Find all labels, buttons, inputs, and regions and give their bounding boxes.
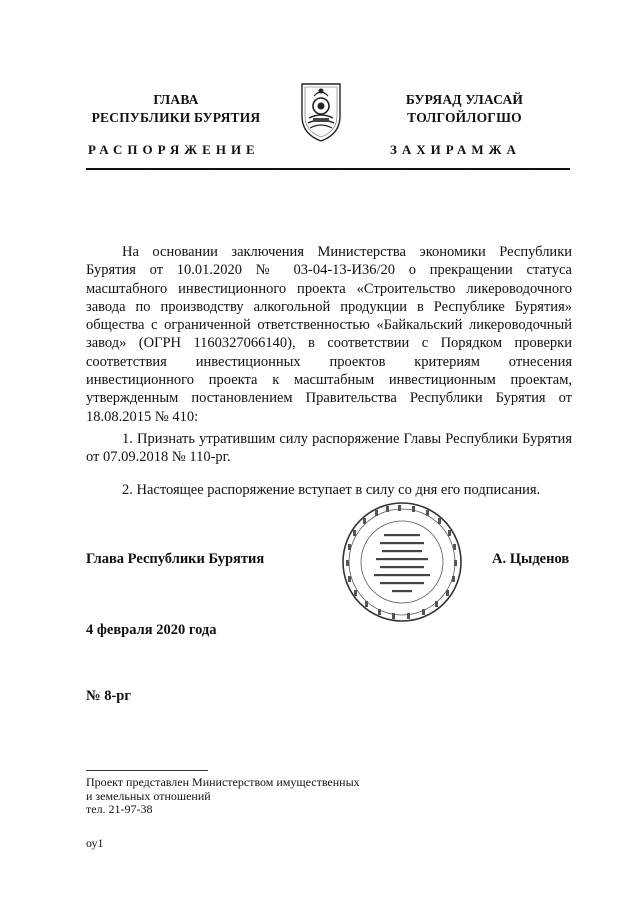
order-item-1: 1. Признать утратившим силу распоряжение Главы Республики Бурятия от 07.09.2018 № 110-рг. bbox=[86, 431, 572, 466]
order-item-2: 2. Настоящее распоряжение вступает в силу со дня его подписания. bbox=[122, 482, 541, 498]
header-left-line2: РЕСПУБЛИКИ БУРЯТИЯ bbox=[91, 110, 261, 125]
document-date: 4 февраля 2020 года bbox=[86, 622, 217, 638]
footer-note bbox=[86, 776, 360, 817]
footer-line-2: и земельных отношений bbox=[86, 788, 211, 803]
document-type-bua: ЗАХИРАМЖА bbox=[390, 142, 521, 157]
preamble-paragraph: На основании заключения Министерства экономики Республики Бурятия от 10.01.2020 № 03-04-13-И36/20 о прекращении статуса масштабного инвестиционного проекта «Строительство ликероводочного завода по производству алкогольной продукции в Республике Бурятия» общества с ограниченной ответственностью «Байкальский ликероводочный завод» (ОГРН 1160327066140), в соответствии с Порядком проверки соответствия инвестиционных проектов критериям отнесения инвестиционного проекта к масштабным инвестиционным проектам, утвержденным постановлением Правительства Республики Бурятия от 18.08.2015 № 410: bbox=[86, 244, 572, 425]
document-type-ru: РАСПОРЯЖЕНИЕ bbox=[88, 142, 260, 157]
signatory-name: А. Цыденов bbox=[492, 551, 570, 567]
footer-phone: тел. 21-97-38 bbox=[86, 802, 153, 816]
document-code: оу1 bbox=[86, 836, 104, 850]
footer-line-1: Проект представлен Министерством имущественных bbox=[86, 775, 360, 789]
official-seal-icon bbox=[340, 500, 464, 624]
header-left bbox=[86, 91, 266, 127]
document-number: № 8-рг bbox=[86, 688, 131, 704]
header-dotted-line bbox=[86, 174, 570, 175]
header-right-line2: ТОЛГОЙЛОГШО bbox=[407, 110, 522, 125]
header-right-line1: БУРЯАД УЛАСАЙ bbox=[405, 92, 524, 107]
header-right bbox=[372, 91, 557, 127]
footer-divider bbox=[86, 770, 208, 771]
signatory-title: Глава Республики Бурятия bbox=[86, 551, 265, 567]
coat-of-arms-icon bbox=[298, 78, 344, 144]
header-left-line1: ГЛАВА bbox=[153, 92, 199, 107]
header-divider bbox=[86, 168, 570, 170]
